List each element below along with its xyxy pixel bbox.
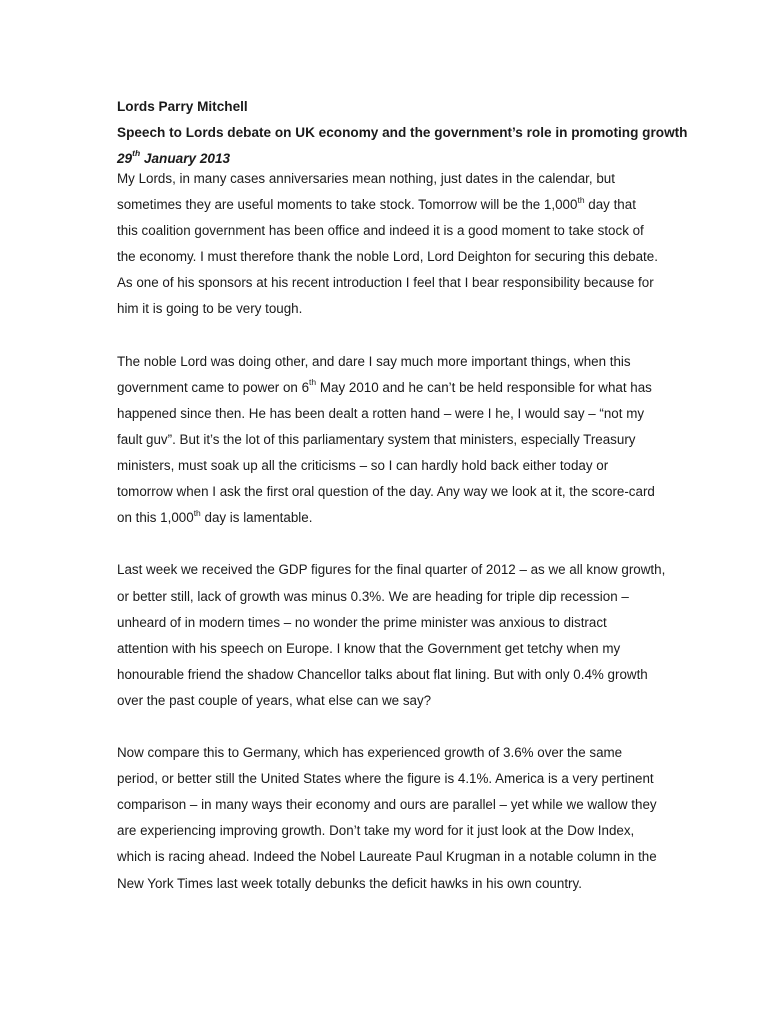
text-segment: New York Times last week totally debunks the deficit hawks in his own country. [117,875,582,891]
text-line [117,296,662,322]
text-segment: the economy. I must therefore thank the noble Lord, Lord Deighton for securing this debate. [117,249,658,265]
text-segment: him it is going to be very tough. [117,301,303,317]
date-day: 29 [117,151,133,166]
text-line [117,766,662,792]
document-body [117,166,666,923]
text-segment: or better still, lack of growth was minus 0.3%. We are heading for triple dip recession – [117,588,629,604]
text-segment: tomorrow when I ask the first oral question of the day. Any way we look at it, the score-card [117,484,655,500]
text-line [117,792,662,818]
text-line [117,584,662,610]
text-segment: are experiencing improving growth. Don’t take my word for it just look at the Dow Index, [117,823,635,839]
text-segment: over the past couple of years, what else can we say? [117,692,432,708]
text-segment: Now compare this to Germany, which has experienced growth of 3.6% over the same [117,745,623,761]
text-line [117,453,662,479]
text-segment: Last week we received the GDP figures for the final quarter of 2012 – as we all know growth, [117,562,666,578]
text-line [117,244,662,270]
ordinal-suffix: th [193,507,201,518]
text-segment: this coalition government has been office and indeed it is a good moment to take stock of [117,223,644,239]
text-segment: which is racing ahead. Indeed the Nobel Laureate Paul Krugman in a notable column in the [117,849,657,865]
text-segment: The noble Lord was doing other, and dare I say much more important things, when this [117,353,631,369]
speech-title: Speech to Lords debate on UK economy and the government’s role in promoting growth [117,125,688,140]
paragraph [117,166,662,323]
text-line [117,401,662,427]
text-line [117,375,662,401]
text-line [117,349,662,375]
text-segment: honourable friend the shadow Chancellor talks about flat lining. But with only 0.4% growth [117,666,648,682]
text-line [117,610,662,636]
ordinal-suffix: th [577,194,585,205]
text-segment: period, or better still the United States where the figure is 4.1%. America is a very pertinent [117,771,654,787]
text-segment: fault guv”. But it’s the lot of this parliamentary system that ministers, especially Treasury [117,431,636,447]
text-line [117,662,662,688]
text-line [117,688,662,714]
text-segment: happened since then. He has been dealt a rotten hand – were I he, I would say – “not my [117,405,645,421]
text-line [117,844,662,870]
text-segment: comparison – in many ways their economy and ours are parallel – yet while we wallow they [117,797,657,813]
author-line: Lords Parry Mitchell [117,99,248,114]
text-line [117,636,662,662]
paragraph [117,557,666,714]
text-segment: day that [584,197,636,213]
ordinal-suffix: th [309,377,317,388]
text-segment: day is lamentable. [200,510,313,526]
text-line [117,871,662,897]
text-segment: sometimes they are useful moments to take stock. Tomorrow will be the 1,000 [117,197,578,213]
paragraph [117,740,662,897]
text-segment: government came to power on 6 [117,379,310,395]
text-line [117,505,662,531]
text-line [117,270,662,296]
text-segment: May 2010 and he can’t be held responsible for what has [316,379,652,395]
date-day-suffix: th [132,148,141,159]
text-line [117,557,666,583]
document-header [117,94,737,172]
text-segment: on this 1,000 [117,510,194,526]
text-segment: unheard of in modern times – no wonder the prime minister was anxious to distract [117,614,607,630]
text-segment: ministers, must soak up all the criticisms – so I can hardly hold back either today or [117,458,609,474]
text-line [117,479,662,505]
text-line [117,818,662,844]
text-line [117,192,662,218]
text-segment: My Lords, in many cases anniversaries mean nothing, just dates in the calendar, but [117,171,615,186]
text-segment: attention with his speech on Europe. I know that the Government get tetchy when my [117,640,621,656]
text-line [117,427,662,453]
text-line [117,218,662,244]
text-segment: As one of his sponsors at his recent introduction I feel that I bear responsibility because for [117,275,654,291]
date-rest: January 2013 [140,151,231,166]
text-line [117,740,662,766]
text-line [117,166,662,192]
paragraph [117,349,662,532]
